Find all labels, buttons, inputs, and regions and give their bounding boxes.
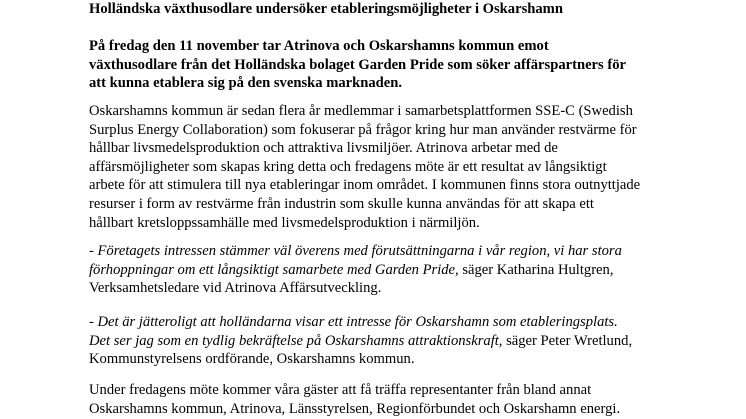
body-line: hållbart kretsloppssamhälle med livsmedelsproduktion i närmiljön. — [89, 214, 480, 231]
body-line: hållbar livsmedelsproduktion och attraktiva livsmiljöer. Atrinova arbetar med de — [89, 140, 558, 157]
quote-line — [89, 332, 632, 351]
quote-text: förhoppningar om ett långsiktigt samarbete med Garden Pride, — [89, 261, 459, 278]
body-line: Under fredagens möte kommer våra gäster att få träffa representanter från bland annat — [89, 382, 592, 398]
lead-line: att kunna etablera sig på den svenska marknaden. — [89, 75, 403, 92]
quote-attribution: säger Peter Wretlund, — [502, 332, 633, 349]
quote-paragraph-hultgren — [89, 242, 622, 298]
lead-paragraph — [89, 37, 626, 93]
body-line: affärsmöjligheter som skapas kring detta och fredagens möte är ett resultat av långsiktigt — [89, 158, 607, 175]
quote-attribution-line: Kommunstyrelsens ordförande, Oskarshamns kommun. — [89, 351, 415, 368]
document-title: Holländska växthusodlare undersöker etableringsmöjligheter i Oskarshamn — [89, 1, 563, 17]
quote-text: - Företagets intressen stämmer väl överens med förutsättningarna i vår region, vi har stora — [89, 243, 622, 259]
body-line: arbete för att stimulera till nya etableringar inom området. I kommunen finns stora outnyttjade — [89, 177, 641, 194]
body-paragraph-3 — [89, 381, 620, 418]
body-line: Oskarshamns kommun är sedan flera år medlemmar i samarbetsplattformen SSE-C (Swedish — [89, 103, 633, 119]
quote-text: Det ser jag som en tydlig bekräftelse på Oskarshamns attraktionskraft, — [89, 332, 503, 349]
body-line: Oskarshamns kommun, Atrinova, Länsstyrelsen, Regionförbundet och Oskarshamn energi. — [89, 400, 621, 417]
quote-line — [89, 242, 622, 261]
quote-attribution-line: Verksamhetsledare vid Atrinova Affärsutveckling. — [89, 280, 382, 297]
quote-paragraph-wretlund — [89, 313, 632, 369]
quote-text: - Det är jätteroligt att holländarna visar ett intresse för Oskarshamn som etableringsplats. — [89, 314, 618, 330]
quote-line — [89, 313, 632, 332]
quote-line — [89, 261, 622, 280]
body-line: resurser i form av restvärme från industrin som skulle kunna användas för att skapa ett — [89, 195, 594, 212]
lead-line: På fredag den 11 november tar Atrinova och Oskarshamns kommun emot — [89, 38, 549, 54]
body-paragraph-1 — [89, 102, 640, 232]
body-line: Surplus Energy Collaboration) som fokuserar på frågor kring hur man använder restvärme för — [89, 121, 637, 138]
lead-line: växthusodlare från det Holländska bolaget Garden Pride som söker affärspartners för — [89, 56, 626, 73]
quote-attribution: säger Katharina Hultgren, — [458, 261, 614, 278]
